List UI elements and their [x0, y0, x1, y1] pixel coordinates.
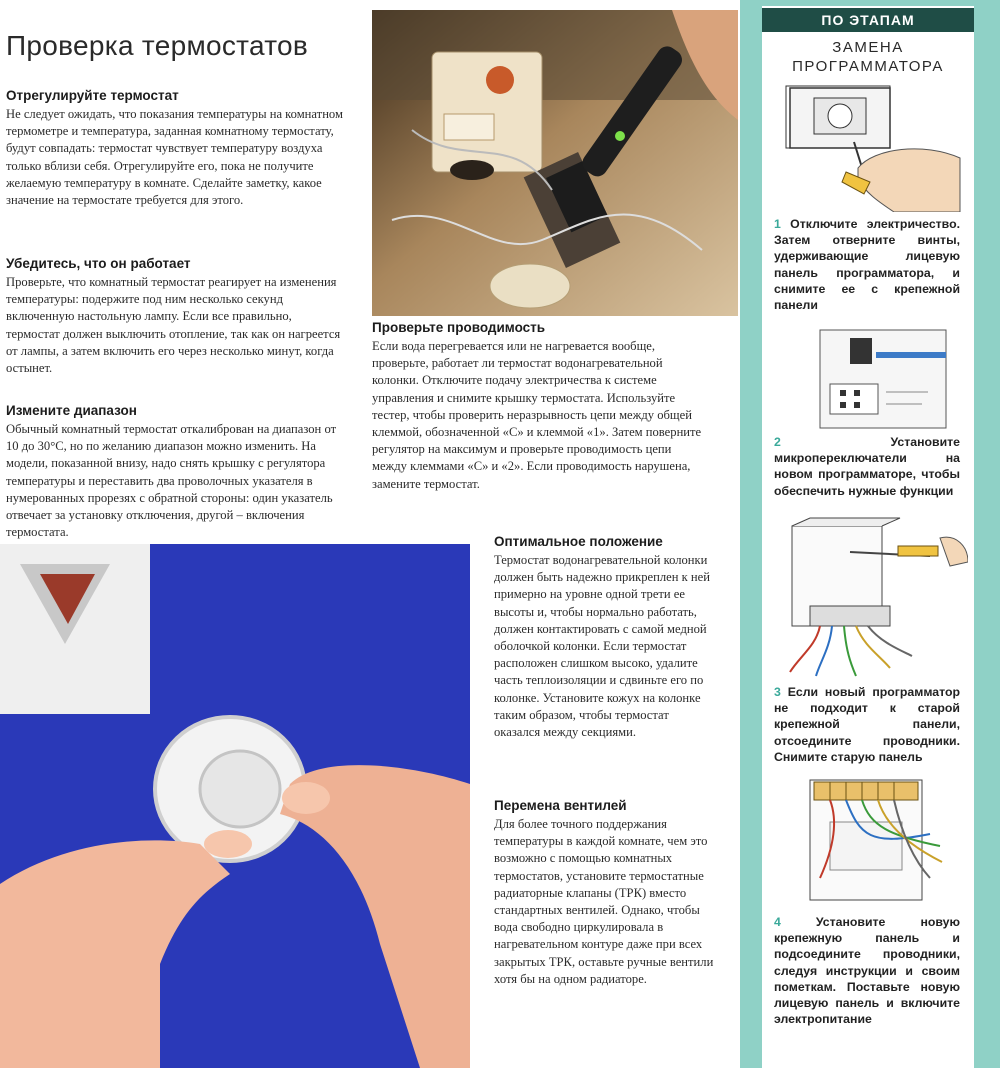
- step-text: Установите микропереключатели на новом программаторе, чтобы обеспечить нужные функции: [774, 435, 960, 498]
- step-number: 4: [774, 915, 781, 929]
- section-position: [494, 534, 718, 741]
- dip-switch-illustration: [818, 328, 948, 430]
- step-number: 1: [774, 217, 781, 231]
- step-text: Отключите электричество. Затем отверните винты, удерживающие лицевую панель программатора, и снимите ее с крепежной панели: [774, 217, 961, 313]
- section-range: [6, 403, 344, 541]
- dial-photo: [0, 544, 470, 1068]
- section-adjust: [6, 88, 344, 209]
- sidebar-step-2: [774, 434, 960, 499]
- section-valves: [494, 798, 718, 988]
- tester-photo: [372, 10, 738, 316]
- section-heading: Измените диапазон: [6, 403, 137, 418]
- sidebar-badge: ПО ЭТАПАМ: [762, 8, 974, 32]
- section-text: Для более точного поддержания температуры в каждой комнате, чем это возможно с помощью комнатных термостатов, установите термостатные радиаторные клапаны (ТРК) вместо стандартных вентилей. Однако, чтобы вода свободно циркулировала в нагревательном контуре даже при всех закрытых ТРК, оставьте ручные вентили хотя бы на одном радиаторе.: [494, 817, 714, 986]
- step-text: Установите новую крепежную панель и подсоедините проводники, следуя инструкции и своим пометкам. Поставьте новую лицевую панель и включите электропитание: [774, 915, 960, 1027]
- step-text: Если новый программатор не подходит к старой крепежной панели, отсоедините проводники. Снимите старую панель: [774, 685, 961, 764]
- sidebar-title-line2: ПРОГРАММАТОРА: [792, 58, 944, 75]
- section-heading: Отрегулируйте термостат: [6, 88, 179, 103]
- section-heading: Проверьте проводимость: [372, 320, 546, 335]
- mounting-plate-illustration: [790, 766, 962, 906]
- sidebar-step-4: [774, 914, 960, 1027]
- page-title: Проверка термостатов: [6, 30, 309, 61]
- section-text: Не следует ожидать, что показания температуры на комнатном термометре и температура, заданная комнатному термостату, будут совпадать: термостат чувствует температуру воздуха только вблизи себя. Отрегулируйте его, пока не получите желаемую температуру в комнате. Сделайте заметку, какое значение на термостате требуется для этого.: [6, 107, 343, 208]
- section-text: Если вода перегревается или не нагревается вообще, проверьте, работает ли термостат водонагревательной колонки. Отключите подачу электричества к системе управления и снимите крышку термостата. Используйте тестер, чтобы проверить неразрывность цепи между общей клеммой, обозначенной «С» и клеммой «1». Затем поверните регулятор на максимум и проверьте проводимость цепи между клеммами «С» и «2». Если проводимость нарушена, замените термостат.: [372, 339, 702, 491]
- section-text: Проверьте, что комнатный термостат реагирует на изменения температуры: подержите под ним несколько секунд включенную настольную лампу. Если все правильно, термостат должен выключить отопление, так как он нагреется от лампы, а затем включить его через несколько минут, когда остынет.: [6, 275, 341, 376]
- sidebar-step-3: [774, 684, 960, 765]
- section-heading: Оптимальное положение: [494, 534, 663, 549]
- sidebar-title: [762, 38, 974, 76]
- programmer-illustration: [784, 82, 964, 212]
- section-heading: Перемена вентилей: [494, 798, 627, 813]
- section-heading: Убедитесь, что он работает: [6, 256, 191, 271]
- step-number: 2: [774, 435, 781, 449]
- section-continuity: [372, 320, 702, 493]
- sidebar-step-1: [774, 216, 960, 313]
- sidebar-title-line1: ЗАМЕНА: [832, 39, 904, 56]
- section-text: Термостат водонагревательной колонки должен быть надежно прикреплен к ней примерно на уровне одной трети ее высоты и, чтобы нормально работать, должен контактировать с самой медной оболочкой колонки. Если термостат расположен слишком высоко, удалите часть теплоизоляции и сдвиньте его по колонке. Установите кожух на колонке таким образом, чтобы термостат оказался между секциями.: [494, 553, 710, 740]
- screwdriver-illustration: [780, 516, 968, 680]
- section-works: [6, 256, 344, 377]
- section-text: Обычный комнатный термостат откалиброван на диапазон от 10 до 30°С, но по желанию диапазон можно изменить. На модели, показанной внизу, надо снять крышку с регулятора температуры и переставить два проволочных указателя в нумерованных прорезях с обратной стороны: один указатель отвечает за установку отключения, другой – включения термостата.: [6, 422, 337, 540]
- step-number: 3: [774, 685, 781, 699]
